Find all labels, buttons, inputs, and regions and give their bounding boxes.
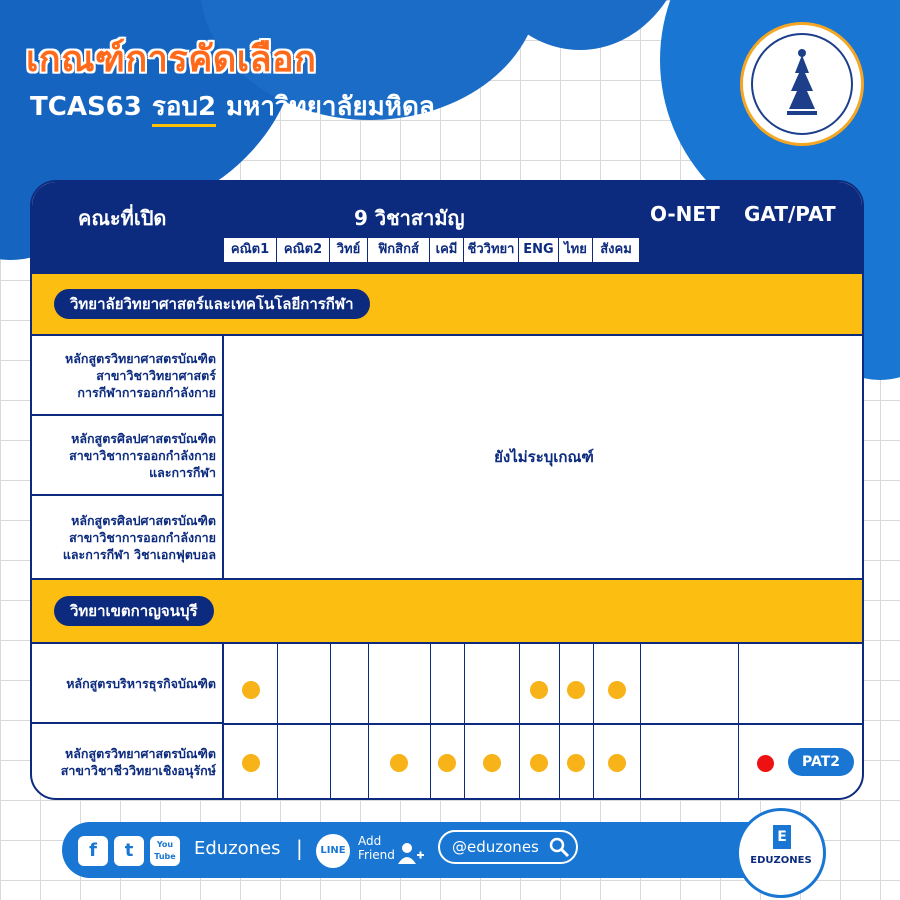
required-dot [608, 754, 626, 772]
program-cell [32, 724, 224, 800]
program-line: สาขาวิชาการออกกำลังกาย [69, 529, 216, 545]
round-label: รอบ2 [152, 92, 216, 127]
tcas-label: TCAS63 [30, 92, 142, 122]
header-onet: O-NET [650, 202, 720, 226]
page-subtitle [30, 86, 435, 127]
column-divider [430, 644, 431, 800]
line-handle[interactable]: @eduzones [438, 830, 578, 864]
program-cell [32, 416, 224, 496]
required-dot [390, 754, 408, 772]
column-divider [277, 644, 278, 800]
page-title: เกณฑ์การคัดเลือก [26, 39, 317, 80]
subject-header-cell: วิทย์ [330, 238, 367, 262]
program-line: หลักสูตรศิลปศาสตรบัณฑิต [71, 430, 216, 446]
eduzones-name: EDUZONES [750, 855, 812, 866]
program-line: หลักสูตรศิลปศาสตรบัณฑิต [71, 512, 216, 528]
eduzones-logo [736, 808, 826, 898]
subject-header-cell: คณิต2 [277, 238, 329, 262]
search-icon[interactable] [548, 836, 570, 858]
subject-header-cell: ชีววิทยา [464, 238, 518, 262]
program-line: และการกีฬา วิชาเอกฟุตบอล [62, 546, 216, 562]
column-divider [519, 644, 520, 800]
university-label: มหาวิทยาลัยมหิดล [226, 92, 435, 122]
subject-header-cell: คณิต1 [224, 238, 276, 262]
friend-label: Friend [358, 848, 395, 862]
subject-header-cell: สังคม [593, 238, 639, 262]
required-dot [567, 754, 585, 772]
program-cell [32, 496, 224, 578]
brand-name: Eduzones [194, 838, 281, 859]
required-dot [242, 681, 260, 699]
required-dot [530, 681, 548, 699]
youtube-icon[interactable]: You Tube [150, 836, 180, 866]
column-divider [368, 644, 369, 800]
subject-header-cell: ไทย [559, 238, 592, 262]
section-band [32, 578, 864, 644]
required-dot [567, 681, 585, 699]
section-title: วิทยาลัยวิทยาศาสตร์และเทคโนโลยีการกีฬา [54, 289, 370, 319]
required-dot [242, 754, 260, 772]
subject-header-cell: ฟิกสิกส์ [368, 238, 429, 262]
required-dot [438, 754, 456, 772]
program-cell [32, 336, 224, 416]
subject-header-cell: เคมี [430, 238, 463, 262]
header-gatpat: GAT/PAT [744, 202, 836, 226]
subject-header-cell: ENG [519, 238, 558, 262]
add-friend-label[interactable] [358, 834, 395, 862]
footer-separator: | [296, 836, 303, 860]
column-divider [330, 644, 331, 800]
program-line: และการกีฬา [149, 464, 216, 480]
seal-emblem-icon [743, 25, 861, 143]
column-divider [640, 644, 641, 800]
program-line: สาขาวิชาวิทยาศาสตร์ [96, 367, 216, 383]
eduzones-letter: E [773, 825, 791, 849]
required-dot [530, 754, 548, 772]
footer-bar [62, 822, 802, 878]
column-divider [593, 644, 594, 800]
column-divider [738, 644, 739, 800]
column-divider [559, 644, 560, 800]
table-header [32, 182, 864, 272]
section-band [32, 272, 864, 336]
twitter-icon[interactable]: t [114, 836, 144, 866]
required-dot [608, 681, 626, 699]
criteria-table [30, 180, 864, 800]
column-divider [464, 644, 465, 800]
program-line: สาขาวิชาการออกกำลังกาย [69, 447, 216, 463]
header-nine-subjects: 9 วิชาสามัญ [354, 206, 465, 230]
add-label: Add [358, 834, 382, 848]
program-line: สาขาวิชาชีววิทยาเชิงอนุรักษ์ [60, 763, 216, 778]
row-divider [224, 723, 864, 725]
pat2-badge: PAT2 [788, 748, 854, 776]
line-icon[interactable]: LINE [316, 834, 350, 868]
add-person-icon [398, 842, 424, 864]
gatpat-required-dot [757, 755, 774, 772]
header-faculty: คณะที่เปิด [78, 206, 167, 230]
program-cell [32, 644, 224, 724]
facebook-icon[interactable]: f [78, 836, 108, 866]
section-title: วิทยาเขตกาญจนบุรี [54, 596, 214, 626]
required-dot [483, 754, 501, 772]
program-line: หลักสูตรบริหารธุรกิจบัณฑิต [66, 675, 216, 691]
pending-criteria-text: ยังไม่ระบุเกณฑ์ [494, 448, 594, 466]
program-line: หลักสูตรวิทยาศาสตรบัณฑิต [65, 746, 216, 761]
program-line: การกีฬาการออกกำลังกาย [77, 384, 216, 400]
university-seal-logo [740, 22, 864, 146]
program-line: หลักสูตรวิทยาศาสตรบัณฑิต [65, 350, 216, 366]
